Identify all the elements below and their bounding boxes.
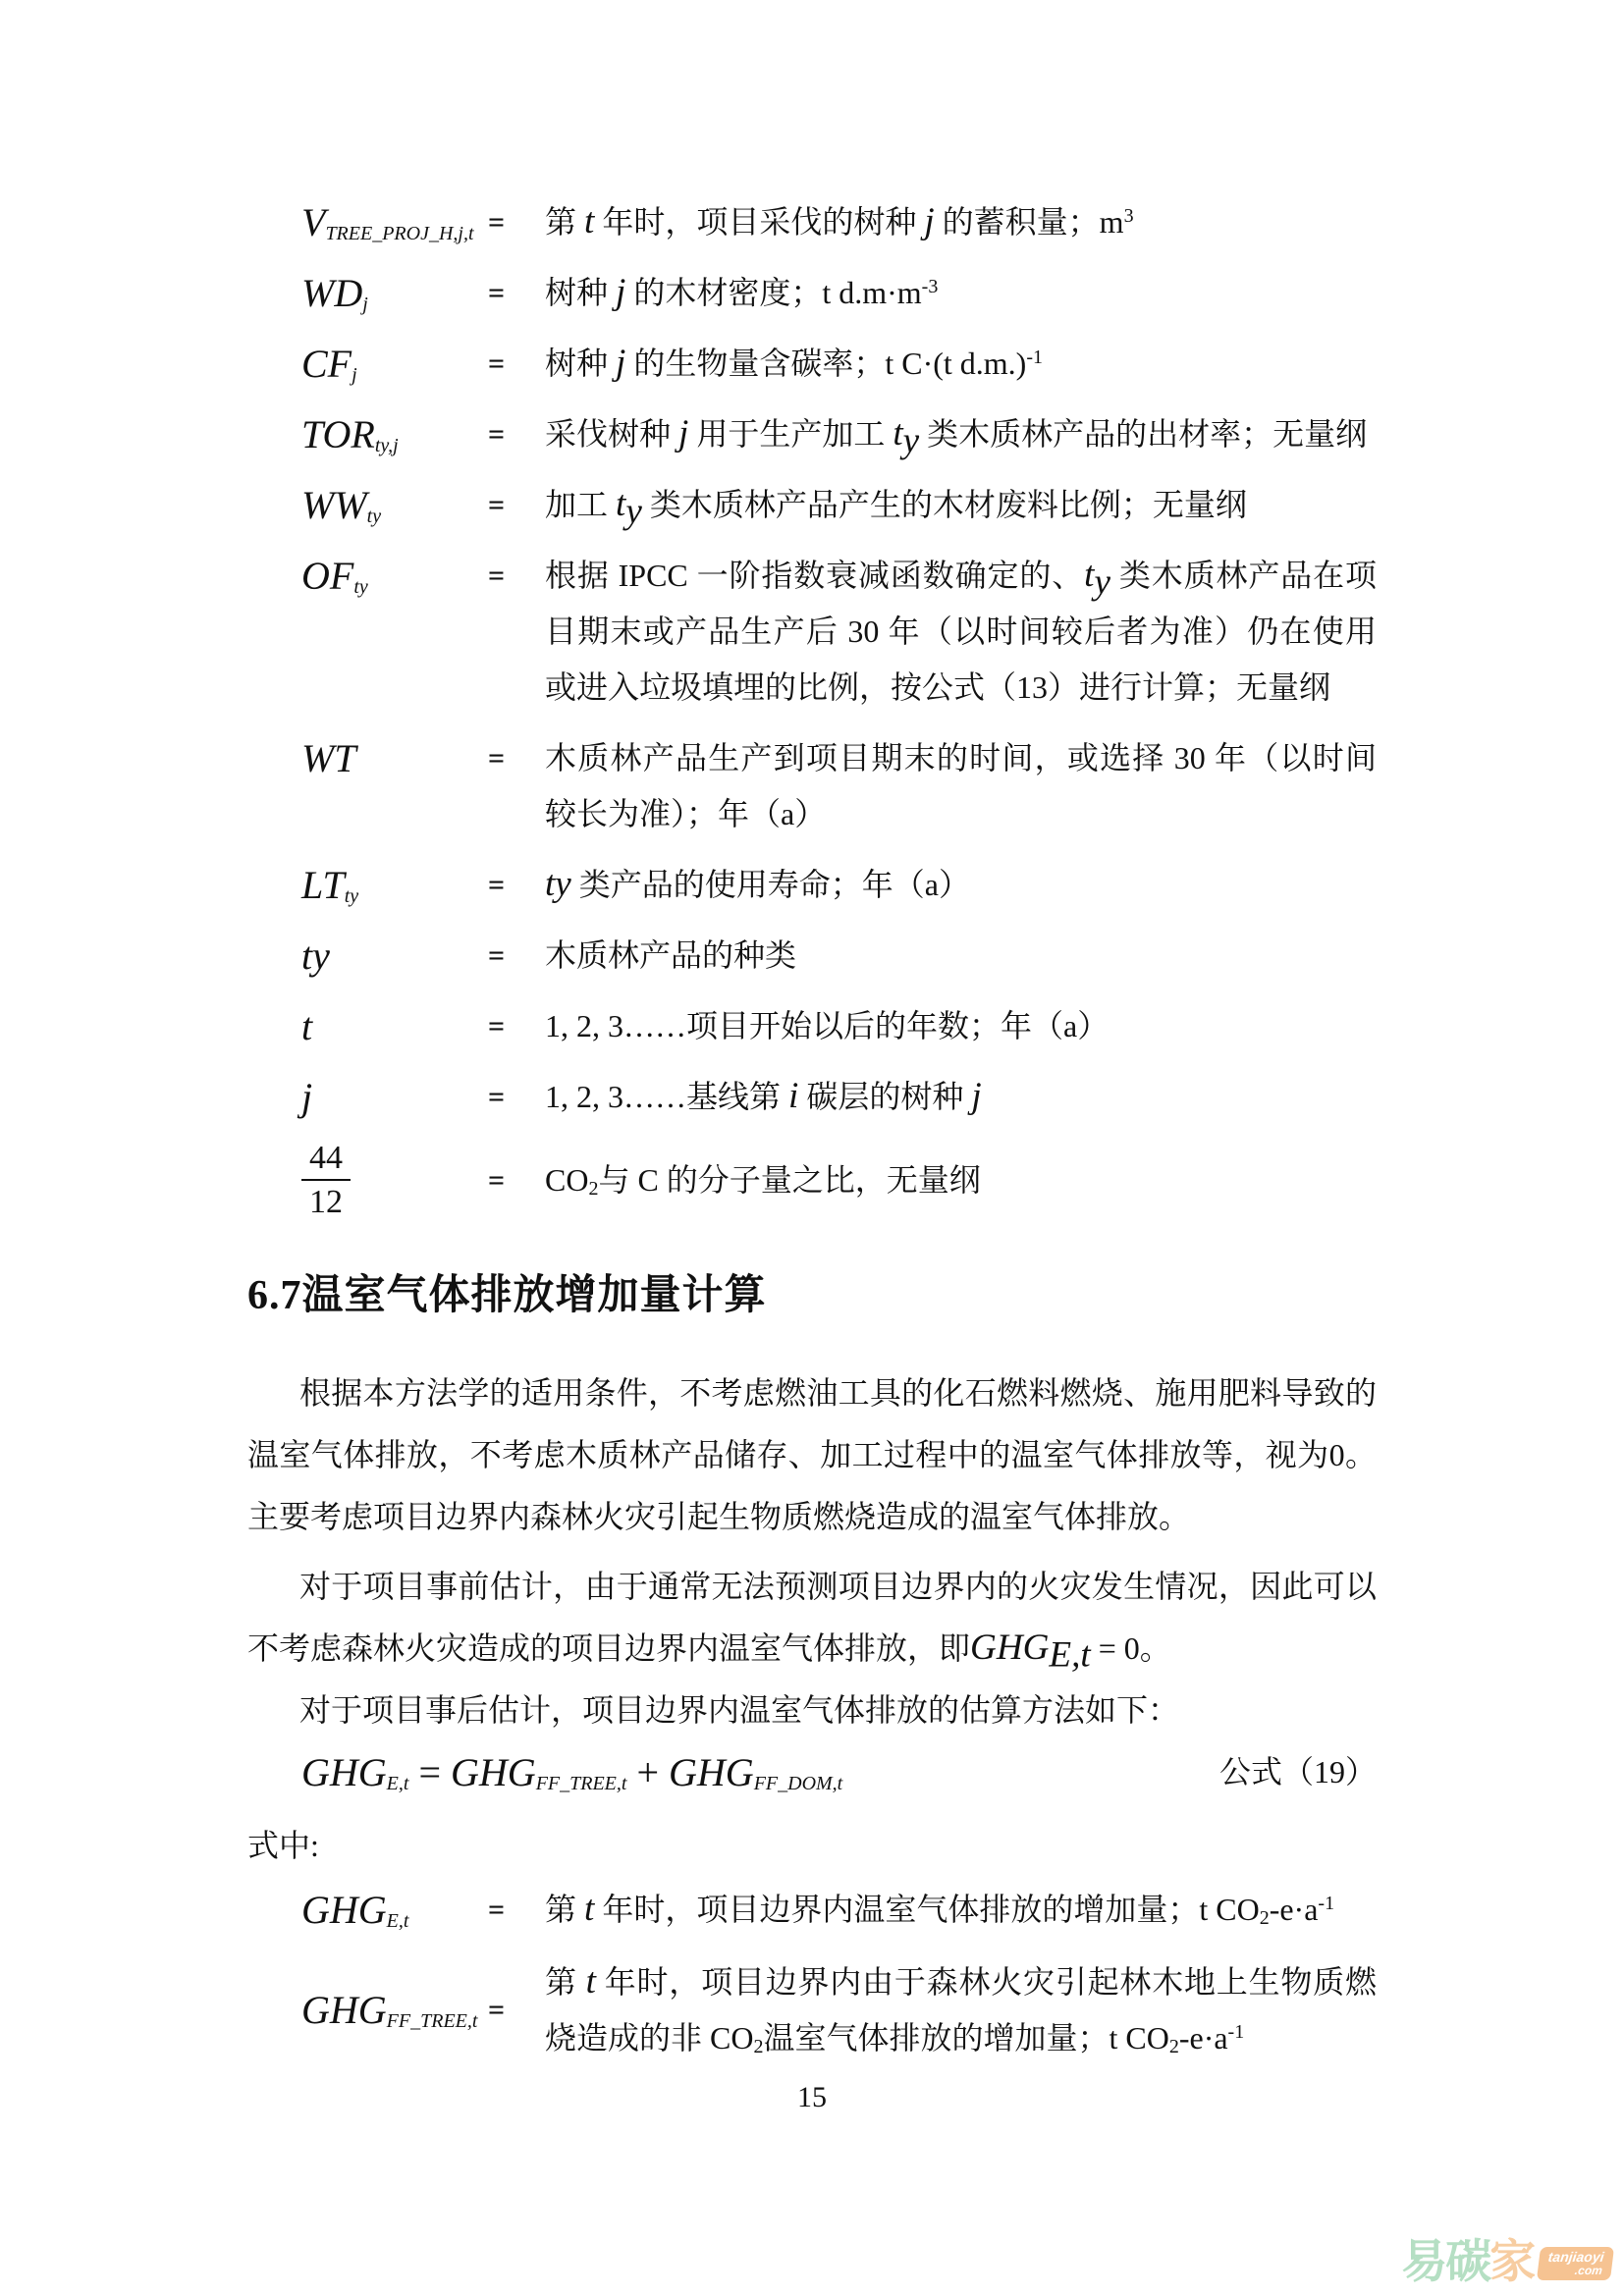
definition-row [301, 730, 1377, 842]
variable-term: ty [301, 934, 330, 978]
equals-sign: = [488, 489, 506, 521]
definition-row [301, 265, 1377, 321]
equation-number-label: 公式（19） [1218, 1753, 1377, 1789]
definition-row [301, 194, 1377, 250]
paragraph: 对于项目事后估计，项目边界内温室气体排放的估算方法如下： [299, 1691, 1180, 1728]
definition-row [301, 1954, 1377, 2066]
equation-expression: GHGE,t = GHGFF_TREE,t + GHGFF_DOM,t [301, 1749, 843, 1794]
variable-term: LTty [301, 863, 359, 907]
paragraph: 对于项目事前估计，由于通常无法预测项目边界内的火灾发生情况，因此可以不考虑森林火灾造成的项目边界内温室气体排放，即GHGE,t = 0。 [247, 1568, 1377, 1676]
variable-term: WWty [301, 483, 382, 527]
variable-term: GHGE,t [301, 1887, 409, 1932]
variable-term: GHGFF_TREE,t [301, 1988, 478, 2033]
variable-definition-list [247, 194, 1377, 1221]
definition-row [301, 1140, 1377, 1221]
variable-definition: ty 类产品的使用寿命；年（a） [545, 864, 970, 904]
section-heading: 6.7温室气体排放增加量计算 [247, 1272, 767, 1318]
definition-row [301, 928, 1377, 984]
definition-row [301, 477, 1377, 533]
equals-sign: = [488, 418, 506, 451]
definition-row [301, 998, 1377, 1054]
definition-row [301, 1882, 1377, 1938]
variable-term: j [301, 1075, 313, 1119]
variable-definition: 树种 j 的生物量含碳率；t C·(t d.m.)$^{-1}$ [545, 343, 1043, 383]
page-number: 15 [797, 2080, 827, 2113]
watermark-logo [1401, 2237, 1612, 2288]
variable-definition: 1, 2, 3……基线第 i 碳层的树种 j [545, 1076, 982, 1116]
watermark-domain-line2: .com [1574, 2263, 1603, 2277]
watermark-domain-badge [1537, 2247, 1614, 2280]
variable-definition: 采伐树种 j 用于生产加工 ty 类木质林产品的出材率；无量纲 [545, 413, 1368, 461]
watermark-domain-line1: tanjiaoyi [1547, 2248, 1605, 2265]
variable-term: WDj [301, 271, 368, 315]
variable-definition: 根据 IPCC 一阶指数衰减函数确定的、ty 类木质林产品在项目期末或产品生产后 30 年（以时间较后者为准）仍在使用或进入垃圾填埋的比例，按公式（13）进行计算；无量纲 [545, 555, 1377, 705]
equation-row [247, 1741, 1377, 1803]
equals-sign: = [488, 1994, 506, 2027]
variable-definition: 第 t 年时，项目采伐的树种 j 的蓄积量；$m^3$ [545, 201, 1134, 241]
variable-definition: 1, 2, 3……项目开始以后的年数；年（a） [545, 1008, 1110, 1043]
equals-sign: = [488, 1081, 506, 1113]
variable-definition: 木质林产品的种类 [545, 937, 797, 973]
equals-sign: = [488, 347, 506, 380]
watermark-brand-text: 易碳 [1401, 2237, 1490, 2288]
equals-sign: = [488, 1893, 506, 1926]
equals-sign: = [488, 1010, 506, 1042]
variable-term: OFty [301, 554, 368, 598]
variable-definition: 第 t 年时，项目边界内由于森林火灾引起林木地上生物质燃烧造成的非 CO2温室气体排放的增加量；t $CO2-e\cdot a^{-1}$ [545, 1960, 1377, 2057]
definition-row [301, 406, 1377, 462]
variable-definition: 加工 ty 类木质林产品产生的木材废料比例；无量纲 [545, 484, 1247, 532]
watermark-brand-text: 家 [1489, 2237, 1535, 2288]
variable-term: CFj [301, 342, 357, 386]
equals-sign: = [488, 869, 506, 901]
variable-definition: 木质林产品生产到项目期末的时间，或选择 30 年（以时间较长为准）；年（a） [545, 740, 1377, 831]
variable-definition: CO2与 C 的分子量之比，无量纲 [545, 1161, 981, 1200]
definition-row [301, 857, 1377, 913]
definition-row [301, 1069, 1377, 1125]
paragraph: 根据本方法学的适用条件，不考虑燃油工具的化石燃料燃烧、施用肥料导致的温室气体排放，不考虑木质林产品储存、加工过程中的温室气体排放等，视为0。主要考虑项目边界内森林火灾引起生物质燃烧造成的温室气体排放。 [247, 1374, 1377, 1534]
variable-term: WT [301, 736, 356, 780]
variable-term [301, 1140, 488, 1221]
variable-term: t [301, 1004, 313, 1048]
equals-sign: = [488, 742, 506, 774]
variable-definition: 第 t 年时，项目边界内温室气体排放的增加量；t $CO2-e\cdot a^{-1}$ [545, 1888, 1335, 1929]
equals-sign: = [488, 560, 506, 592]
variable-term: TORty,j [301, 412, 399, 456]
equals-sign: = [488, 206, 506, 239]
fraction: $\frac{44}{12}$ [301, 1140, 351, 1221]
equals-sign: = [488, 939, 506, 972]
variable-definition: 树种 j 的木材密度；t $d.m\cdot m^{-3}$ [545, 272, 939, 312]
definition-row [301, 548, 1377, 716]
equals-sign: = [488, 1163, 506, 1197]
equals-sign: = [488, 277, 506, 309]
where-label: 式中: [247, 1827, 319, 1863]
definition-row [301, 336, 1377, 392]
variable-term: VTREE_PROJ_H,j,t [301, 200, 474, 244]
ghg-definition-list [247, 1882, 1377, 2066]
